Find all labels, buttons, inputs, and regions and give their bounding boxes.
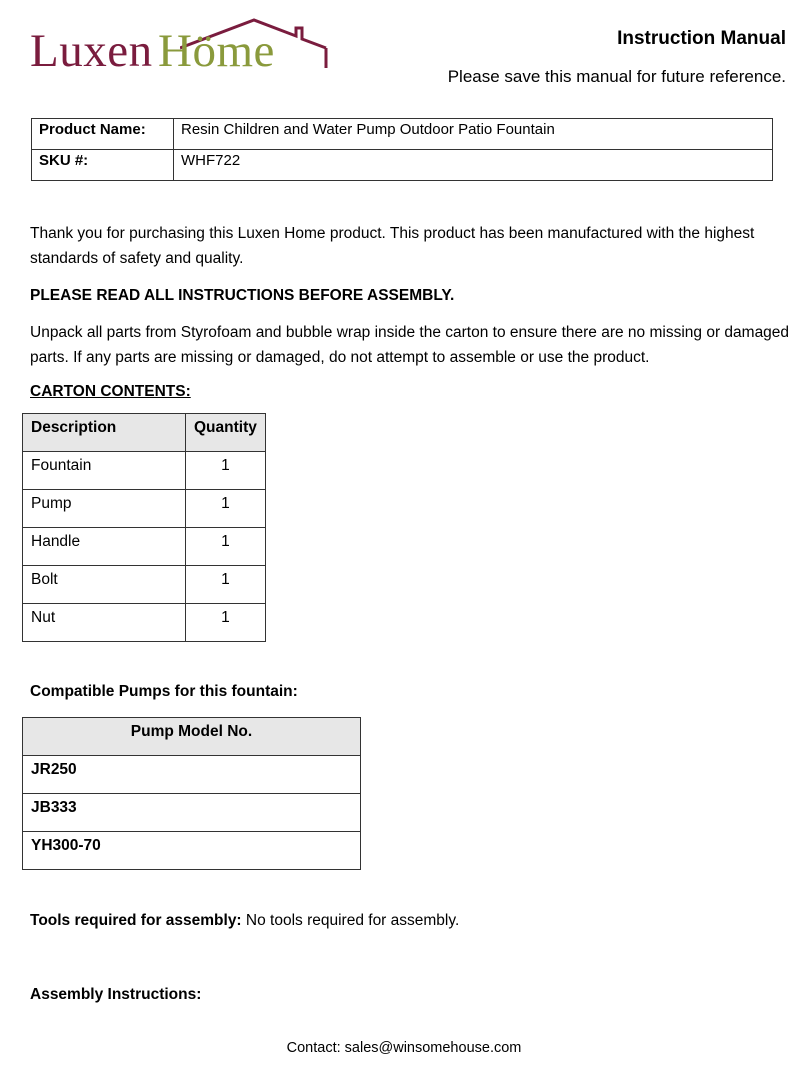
cell-pump-model: JR250 (23, 756, 361, 794)
manual-subtitle: Please save this manual for future reference. (447, 67, 786, 86)
cell-quantity: 1 (186, 604, 266, 642)
column-header-quantity: Quantity (186, 414, 266, 452)
column-header-pump-model: Pump Model No. (23, 718, 361, 756)
contact-footer: Contact: sales@winsomehouse.com (286, 1040, 522, 1056)
assembly-instructions-title: Assembly Instructions: (30, 986, 202, 1003)
table-row (23, 566, 266, 604)
cell-description: Fountain (23, 452, 186, 490)
sku-label: SKU #: (32, 150, 174, 181)
manual-title: Instruction Manual (617, 28, 786, 49)
cell-description: Pump (23, 490, 186, 528)
luxen-home-logo (30, 16, 310, 76)
product-info-table (31, 118, 773, 181)
table-row (23, 452, 266, 490)
compatible-pumps-table (22, 717, 361, 870)
table-header-row (23, 414, 266, 452)
table-row (32, 119, 773, 150)
unpack-paragraph: Unpack all parts from Styrofoam and bubble wrap inside the carton to ensure there are no missing or damaged parts. If any parts are missing or damaged, do not attempt to assemble or use the product. (30, 324, 790, 366)
carton-contents-table (22, 413, 266, 642)
cell-pump-model: JB333 (23, 794, 361, 832)
logo-text-luxen: Luxen (30, 25, 153, 77)
table-row (23, 756, 361, 794)
table-row (23, 832, 361, 870)
sku-value: WHF722 (174, 150, 773, 181)
product-name-value: Resin Children and Water Pump Outdoor Patio Fountain (174, 119, 773, 150)
carton-contents-title: CARTON CONTENTS: (30, 383, 191, 400)
table-row (32, 150, 773, 181)
table-row (23, 528, 266, 566)
table-row (23, 604, 266, 642)
cell-quantity: 1 (186, 566, 266, 604)
warning-text: PLEASE READ ALL INSTRUCTIONS BEFORE ASSEMBLY. (30, 287, 455, 304)
tools-required-value: No tools required for assembly. (241, 912, 460, 929)
cell-quantity: 1 (186, 528, 266, 566)
product-name-label: Product Name: (32, 119, 174, 150)
table-row (23, 490, 266, 528)
intro-paragraph: Thank you for purchasing this Luxen Home product. This product has been manufactured with the highest standards of safety and quality. (30, 225, 755, 267)
tools-required-label: Tools required for assembly: (30, 912, 242, 929)
cell-quantity: 1 (186, 490, 266, 528)
cell-description: Handle (23, 528, 186, 566)
table-row (23, 794, 361, 832)
table-header-row (23, 718, 361, 756)
cell-description: Nut (23, 604, 186, 642)
cell-description: Bolt (23, 566, 186, 604)
cell-pump-model: YH300-70 (23, 832, 361, 870)
column-header-description: Description (23, 414, 186, 452)
logo-text-home: Höme (158, 25, 275, 77)
cell-quantity: 1 (186, 452, 266, 490)
tools-required (30, 908, 790, 933)
compatible-pumps-title: Compatible Pumps for this fountain: (30, 683, 298, 700)
